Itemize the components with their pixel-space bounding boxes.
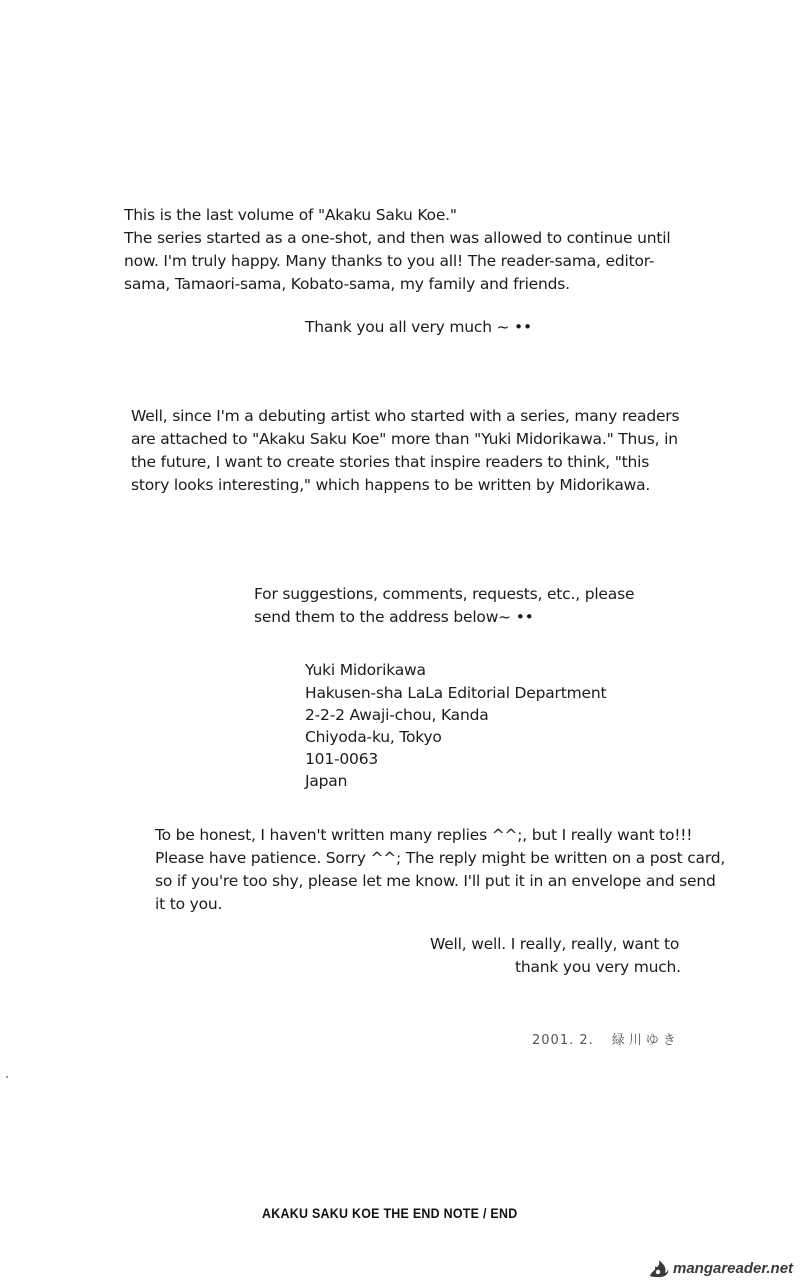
text-line: are attached to "Akaku Saku Koe" more than "Yuki Midorikawa." Thus, in: [131, 430, 678, 448]
address-line: Japan: [305, 772, 348, 790]
address-line: 2-2-2 Awaji-chou, Kanda: [305, 706, 489, 724]
address-line: Chiyoda-ku, Tokyo: [305, 728, 442, 746]
signature-name: 緑川ゆき: [611, 1033, 680, 1048]
text-line: The series started as a one-shot, and then was allowed to continue until: [124, 229, 671, 247]
text-line: thank you very much.: [515, 958, 681, 976]
text-line: Please have patience. Sorry ^^; The reply might be written on a post card,: [155, 849, 726, 867]
thanks-line: Thank you all very much ~ ••: [305, 318, 532, 336]
watermark: [648, 1258, 793, 1278]
text-line: story looks interesting," which happens to be written by Midorikawa.: [131, 476, 651, 494]
text-line: Well, since I'm a debuting artist who started with a series, many readers: [131, 407, 680, 425]
text-line: This is the last volume of "Akaku Saku Koe.": [124, 206, 457, 224]
signature: [532, 1029, 680, 1048]
address-line: Yuki Midorikawa: [305, 661, 426, 679]
text-line: Well, well. I really, really, want to: [430, 935, 680, 953]
text-line: To be honest, I haven't written many replies ^^;, but I really want to!!!: [155, 826, 693, 844]
watermark-text: mangareader.net: [673, 1259, 794, 1277]
address-line: Hakusen-sha LaLa Editorial Department: [305, 684, 607, 702]
text-line: it to you.: [155, 895, 223, 913]
text-line: the future, I want to create stories that inspire readers to think, "this: [131, 453, 650, 471]
text-line: sama, Tamaori-sama, Kobato-sama, my family and friends.: [124, 275, 570, 293]
text-line: For suggestions, comments, requests, etc., please: [254, 585, 635, 603]
end-note: AKAKU SAKU KOE THE END NOTE / END: [262, 1206, 518, 1221]
text-line: now. I'm truly happy. Many thanks to you all! The reader-sama, editor-: [124, 252, 655, 270]
signature-date: 2001. 2.: [532, 1033, 594, 1048]
text-line: send them to the address below~ ••: [254, 608, 534, 626]
address-line: 101-0063: [305, 750, 379, 768]
speck: [6, 1076, 8, 1078]
text-line: so if you're too shy, please let me know. I'll put it in an envelope and send: [155, 872, 716, 890]
flame-logo-icon: [648, 1258, 670, 1278]
